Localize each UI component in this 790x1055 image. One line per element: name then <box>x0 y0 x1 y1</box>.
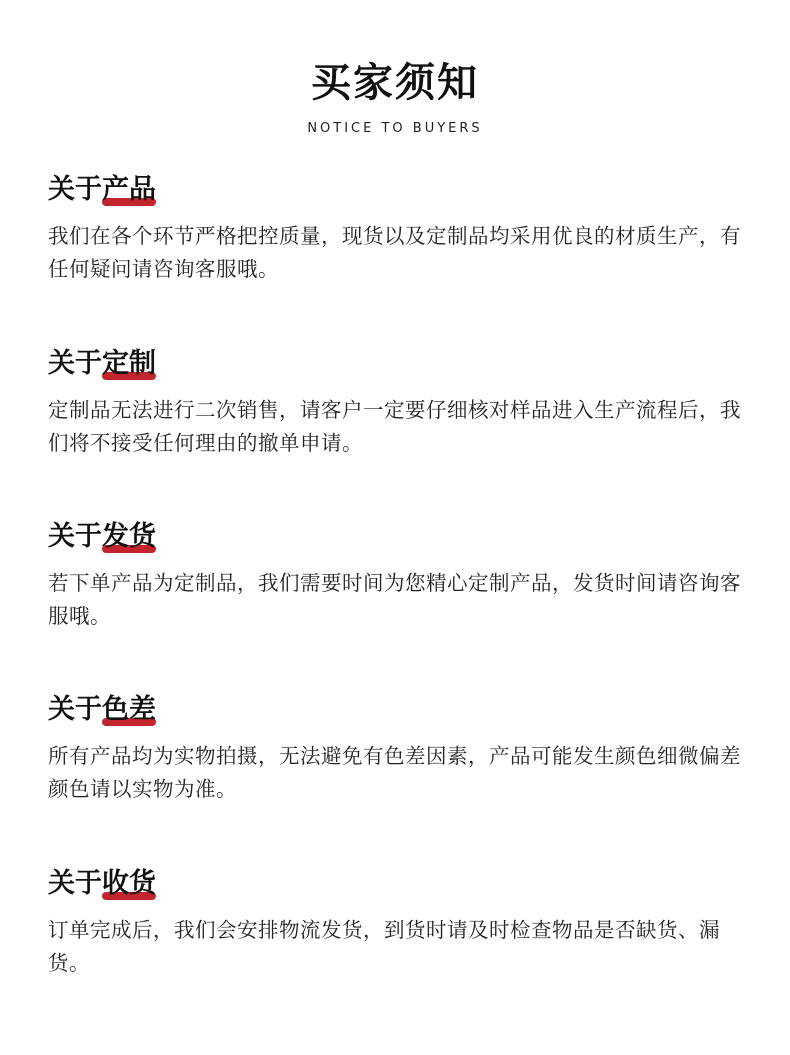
section-body: 订单完成后，我们会安排物流发货，到货时请及时检查物品是否缺货、漏货。 <box>48 918 720 975</box>
section-custom <box>48 346 748 460</box>
section-title-highlight: 收货 <box>102 868 156 899</box>
section-body: 若下单产品为定制品，我们需要时间为您精心定制产品，发货时间请咨询客服哦。 <box>48 571 741 628</box>
page-subtitle: NOTICE TO BUYERS <box>307 121 483 136</box>
section-title-highlight: 色差 <box>102 694 156 725</box>
section-title-prefix: 关于 <box>48 348 102 379</box>
section-body: 我们在各个环节严格把控质量，现货以及定制品均采用优良的材质生产，有任何疑问请咨询客服哦。 <box>48 224 741 281</box>
section-title <box>48 866 748 904</box>
section-title-prefix: 关于 <box>48 521 102 552</box>
section-shipping <box>48 519 748 633</box>
page-title: 买家须知 <box>311 60 479 106</box>
section-title-highlight: 产品 <box>102 174 156 205</box>
section-body: 所有产品均为实物拍摄，无法避免有色差因素，产品可能发生颜色细微偏差颜色请以实物为准。 <box>48 744 741 801</box>
section-receiving <box>48 866 748 980</box>
section-color-difference <box>48 692 748 806</box>
section-product <box>48 172 748 286</box>
section-title <box>48 519 748 557</box>
section-body: 定制品无法进行二次销售，请客户一定要仔细核对样品进入生产流程后，我们将不接受任何理由的撤单申请。 <box>48 398 741 455</box>
section-title <box>48 346 748 384</box>
section-title-highlight: 定制 <box>102 348 156 379</box>
section-title-prefix: 关于 <box>48 868 102 899</box>
page-header <box>0 56 790 138</box>
section-title-prefix: 关于 <box>48 174 102 205</box>
section-title <box>48 692 748 730</box>
section-title-highlight: 发货 <box>102 521 156 552</box>
section-title <box>48 172 748 210</box>
section-title-prefix: 关于 <box>48 694 102 725</box>
